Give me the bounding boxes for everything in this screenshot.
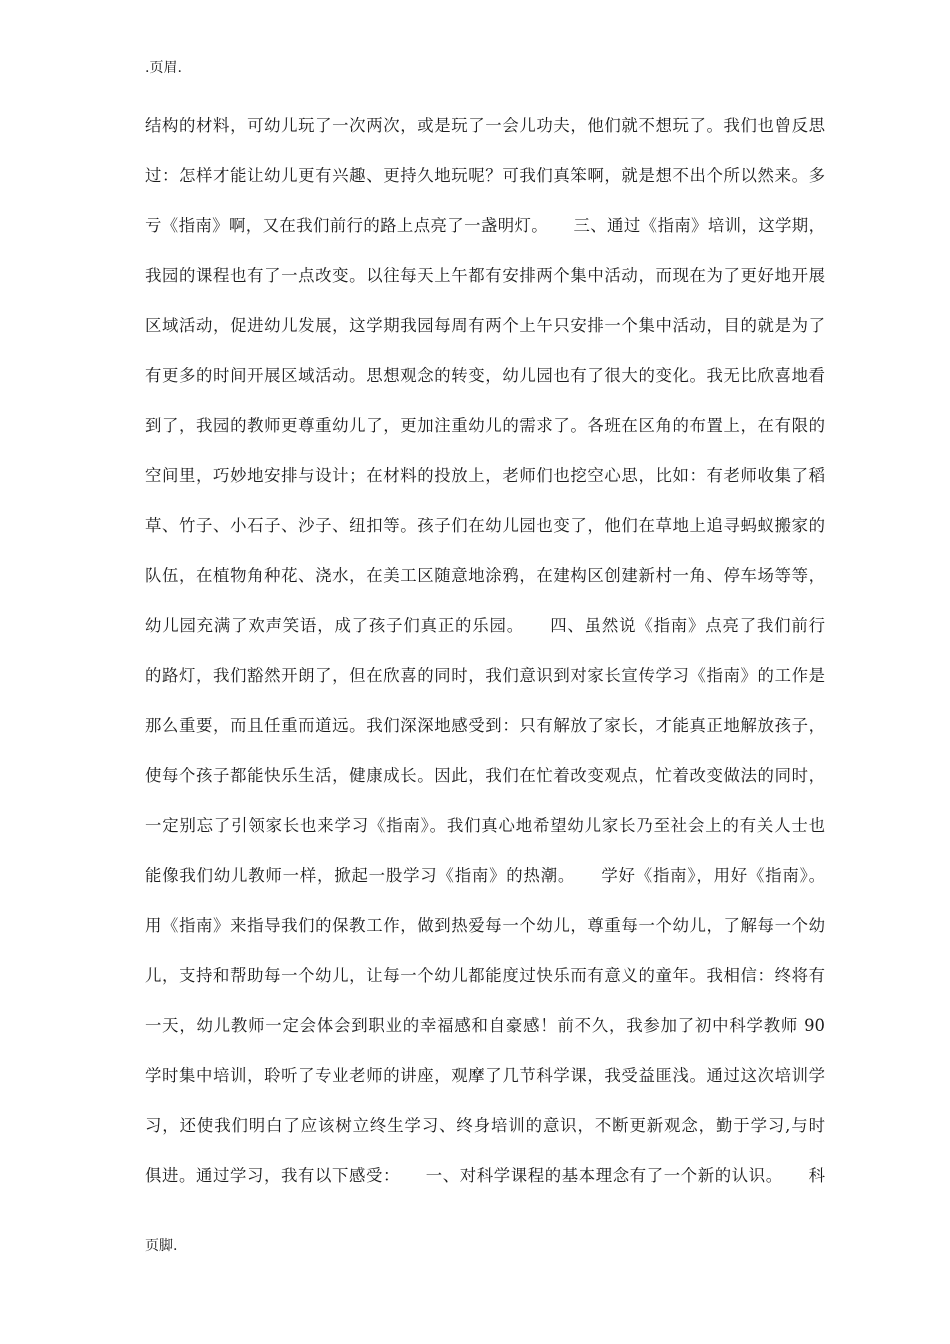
page-footer: 页脚. xyxy=(145,1238,178,1254)
text-line: 结构的材料，可幼儿玩了一次两次，或是玩了一会儿功夫，他们就不想玩了。我们也曾反思 xyxy=(145,116,825,135)
page-header: .页眉. xyxy=(145,60,182,76)
text-line: 那么重要，而且任重而道远。我们深深地感受到：只有解放了家长，才能真正地解放孩子， xyxy=(145,716,825,735)
text-line: 过：怎样才能让幼儿更有兴趣、更持久地玩呢？可我们真笨啊，就是想不出个所以然来。多 xyxy=(145,166,825,185)
text-line: 空间里，巧妙地安排与设计；在材料的投放上，老师们也挖空心思，比如：有老师收集了稻 xyxy=(145,466,825,485)
text-line: 到了，我园的教师更尊重幼儿了，更加注重幼儿的需求了。各班在区角的布置上，在有限的 xyxy=(145,416,825,435)
text-line: 有更多的时间开展区域活动。思想观念的转变，幼儿园也有了很大的变化。我无比欣喜地看 xyxy=(145,366,825,385)
body-text xyxy=(145,108,825,1208)
text-line: 学时集中培训，聆听了专业老师的讲座，观摩了几节科学课，我受益匪浅。通过这次培训学 xyxy=(145,1066,825,1085)
text-line: 儿，支持和帮助每一个幼儿，让每一个幼儿都能度过快乐而有意义的童年。我相信：终将有 xyxy=(145,966,825,985)
text-line: 一定别忘了引领家长也来学习《指南》。我们真心地希望幼儿家长乃至社会上的有关人士也 xyxy=(145,816,825,835)
text-line: 的路灯，我们豁然开朗了，但在欣喜的同时，我们意识到对家长宣传学习《指南》的工作是 xyxy=(145,666,825,685)
text-line: 队伍，在植物角种花、浇水，在美工区随意地涂鸦，在建构区创建新村一角、停车场等等， xyxy=(145,566,825,585)
text-line: 用《指南》来指导我们的保教工作，做到热爱每一个幼儿，尊重每一个幼儿，了解每一个幼 xyxy=(145,916,825,935)
text-line: 草、竹子、小石子、沙子、纽扣等。孩子们在幼儿园也变了，他们在草地上追寻蚂蚁搬家的 xyxy=(145,516,825,535)
text-line: 幼儿园充满了欢声笑语，成了孩子们真正的乐园。 四、虽然说《指南》点亮了我们前行 xyxy=(145,616,825,635)
text-line: 区域活动，促进幼儿发展，这学期我园每周有两个上午只安排一个集中活动，目的就是为了 xyxy=(145,316,825,335)
text-line: 俱进。通过学习，我有以下感受： 一、对科学课程的基本理念有了一个新的认识。 科 xyxy=(145,1166,825,1185)
text-line: 亏《指南》啊，又在我们前行的路上点亮了一盏明灯。 三、通过《指南》培训，这学期， xyxy=(145,216,825,235)
text-line: 一天，幼儿教师一定会体会到职业的幸福感和自豪感！前不久，我参加了初中科学教师 90 xyxy=(145,1016,825,1035)
text-line: 习，还使我们明白了应该树立终生学习、终身培训的意识，不断更新观念，勤于学习,与时 xyxy=(145,1116,825,1135)
text-line: 使每个孩子都能快乐生活，健康成长。因此，我们在忙着改变观点，忙着改变做法的同时， xyxy=(145,766,825,785)
text-line: 能像我们幼儿教师一样，掀起一股学习《指南》的热潮。 学好《指南》，用好《指南》。 xyxy=(145,866,825,885)
text-line: 我园的课程也有了一点改变。以往每天上午都有安排两个集中活动，而现在为了更好地开展 xyxy=(145,266,825,285)
